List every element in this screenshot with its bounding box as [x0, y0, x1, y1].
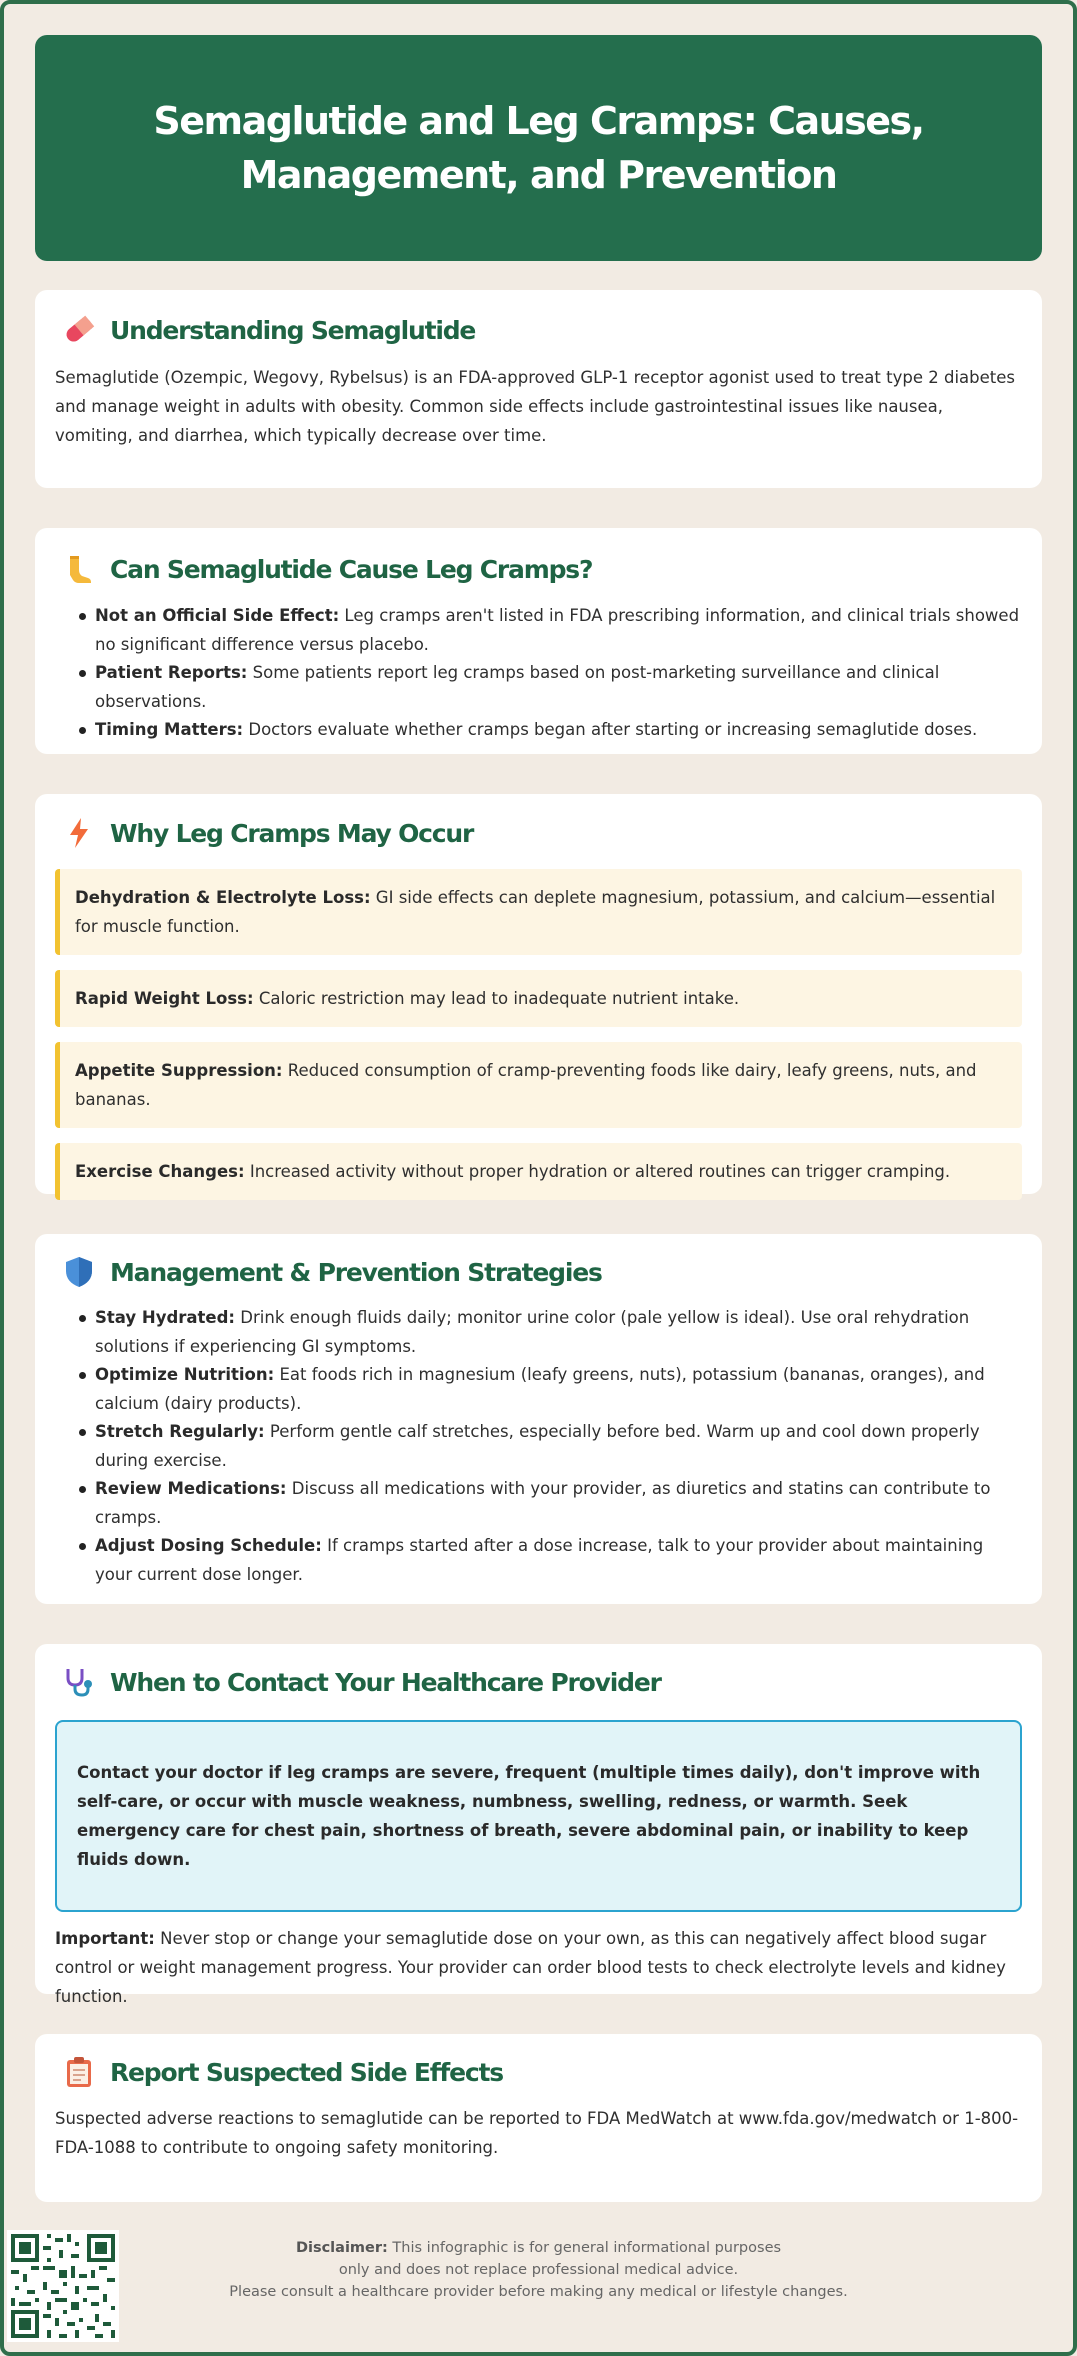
item-label: Adjust Dosing Schedule: [95, 1536, 322, 1555]
section-title: Management & Prevention Strategies [110, 1257, 602, 1287]
disclaimer-line: only and does not replace professional medical advice. [338, 2262, 739, 2278]
section-management [35, 1234, 1042, 1604]
cause-item [55, 869, 1022, 955]
section-title: Why Leg Cramps May Occur [110, 818, 474, 848]
disclaimer-text: This infographic is for general informational purposes [387, 2240, 782, 2256]
item-label: Patient Reports: [95, 663, 248, 682]
page-header [35, 35, 1042, 261]
item-text: Doctors evaluate whether cramps began after starting or increasing semaglutide doses. [243, 720, 978, 739]
section-why [35, 794, 1042, 1194]
section-text: Semaglutide (Ozempic, Wegovy, Rybelsus) is an FDA-approved GLP-1 receptor agonist used to treat type 2 diabetes and manage weight in adults with obesity. Common side effects include gastrointestinal issues like nausea, vomiting, and diarrhea, which typically decrease over time. [55, 368, 1015, 445]
item-label: Stay Hydrated: [95, 1308, 236, 1327]
cause-text: Increased activity without proper hydration or altered routines can trigger cramping. [244, 1162, 951, 1181]
pill-icon [60, 311, 98, 349]
item-text: If cramps started after a dose increase, talk to your provider about maintaining your current dose longer. [95, 1536, 984, 1584]
important-label: Important: [55, 1929, 155, 1948]
cause-text: GI side effects can deplete magnesium, potassium, and calcium—essential for muscle function. [75, 888, 996, 936]
section-title: Report Suspected Side Effects [110, 2057, 503, 2087]
cause-text: Caloric restriction may lead to inadequate nutrient intake. [253, 989, 740, 1008]
cause-label: Rapid Weight Loss: [75, 989, 254, 1008]
shield-icon [60, 1253, 98, 1291]
section-title: When to Contact Your Healthcare Provider [110, 1667, 661, 1697]
important-note [55, 1924, 1022, 2011]
section-contact [35, 1644, 1042, 2006]
section-header [60, 1662, 1022, 1702]
bullet-list [75, 1304, 1022, 1589]
item-text: Leg cramps aren't listed in FDA prescribing information, and clinical trials showed no significant difference versus placebo. [95, 606, 1020, 654]
disclaimer [135, 2237, 942, 2303]
bullet-list [75, 602, 1022, 745]
item-label: Stretch Regularly: [95, 1422, 265, 1441]
cause-list [55, 869, 1022, 1200]
section-title: Understanding Semaglutide [110, 315, 476, 345]
list-item [75, 1532, 1022, 1589]
clipboard-icon [60, 2053, 98, 2091]
warning-callout: Contact your doctor if leg cramps are severe, frequent (multiple times daily), don't improve with self-care, or occur with muscle weakness, numbness, swelling, redness, or warmth. Seek emergency care for chest pain, shortness of breath, severe abdominal pain, or inability to keep fluids down. [55, 1720, 1022, 1912]
section-report [35, 2034, 1042, 2202]
list-item [75, 659, 1022, 716]
section-title: Can Semaglutide Cause Leg Cramps? [110, 554, 593, 584]
section-header [60, 549, 1022, 589]
page-title: Semaglutide and Leg Cramps: Causes, Management, and Prevention [153, 99, 924, 197]
important-text: Never stop or change your semaglutide dose on your own, as this can negatively affect blood sugar control or weight management progress. Your provider can order blood tests to check electrolyte levels and kidney function. [55, 1929, 1006, 2006]
leg-icon [60, 550, 98, 588]
item-text: Some patients report leg cramps based on post-marketing surveillance and clinical observations. [95, 663, 940, 711]
item-text: Eat foods rich in magnesium (leafy greens, nuts), potassium (bananas, oranges), and calcium (dairy products). [95, 1365, 985, 1413]
list-item [75, 602, 1022, 659]
cause-item [55, 1143, 1022, 1200]
stethoscope-icon [60, 1663, 98, 1701]
disclaimer-line: Please consult a healthcare provider before making any medical or lifestyle changes. [229, 2284, 848, 2300]
section-can-cause [35, 528, 1042, 754]
list-item [75, 1361, 1022, 1418]
section-header [60, 2052, 1022, 2092]
list-item [75, 1304, 1022, 1361]
list-item [75, 1418, 1022, 1475]
section-header [60, 1252, 1022, 1292]
disclaimer-label: Disclaimer: [295, 2240, 388, 2256]
item-label: Review Medications: [95, 1479, 287, 1498]
cause-item [55, 970, 1022, 1027]
item-label: Timing Matters: [95, 720, 244, 739]
section-understanding [35, 290, 1042, 488]
qr-code [7, 2230, 119, 2342]
section-header [60, 813, 1022, 853]
disclaimer-line [135, 2237, 942, 2259]
cause-label: Appetite Suppression: [75, 1061, 283, 1080]
list-item [75, 1475, 1022, 1532]
cause-label: Dehydration & Electrolyte Loss: [75, 888, 371, 907]
item-text: Discuss all medications with your provider, as diuretics and statins can contribute to cramps. [95, 1479, 991, 1527]
item-text: Drink enough fluids daily; monitor urine color (pale yellow is ideal). Use oral rehydration solutions if experiencing GI symptoms. [95, 1308, 970, 1356]
section-header [60, 310, 1022, 350]
item-text: Perform gentle calf stretches, especially before bed. Warm up and cool down properly during exercise. [95, 1422, 980, 1470]
section-text: Suspected adverse reactions to semaglutide can be reported to FDA MedWatch at www.fda.gov/medwatch or 1-800-FDA-1088 to contribute to ongoing safety monitoring. [55, 2109, 1019, 2157]
lightning-icon [60, 814, 98, 852]
item-label: Not an Official Side Effect: [95, 606, 340, 625]
cause-item [55, 1042, 1022, 1128]
item-label: Optimize Nutrition: [95, 1365, 275, 1384]
cause-text: Reduced consumption of cramp-preventing foods like dairy, leafy greens, nuts, and bananas. [75, 1061, 977, 1109]
cause-label: Exercise Changes: [75, 1162, 245, 1181]
list-item [75, 716, 1022, 745]
